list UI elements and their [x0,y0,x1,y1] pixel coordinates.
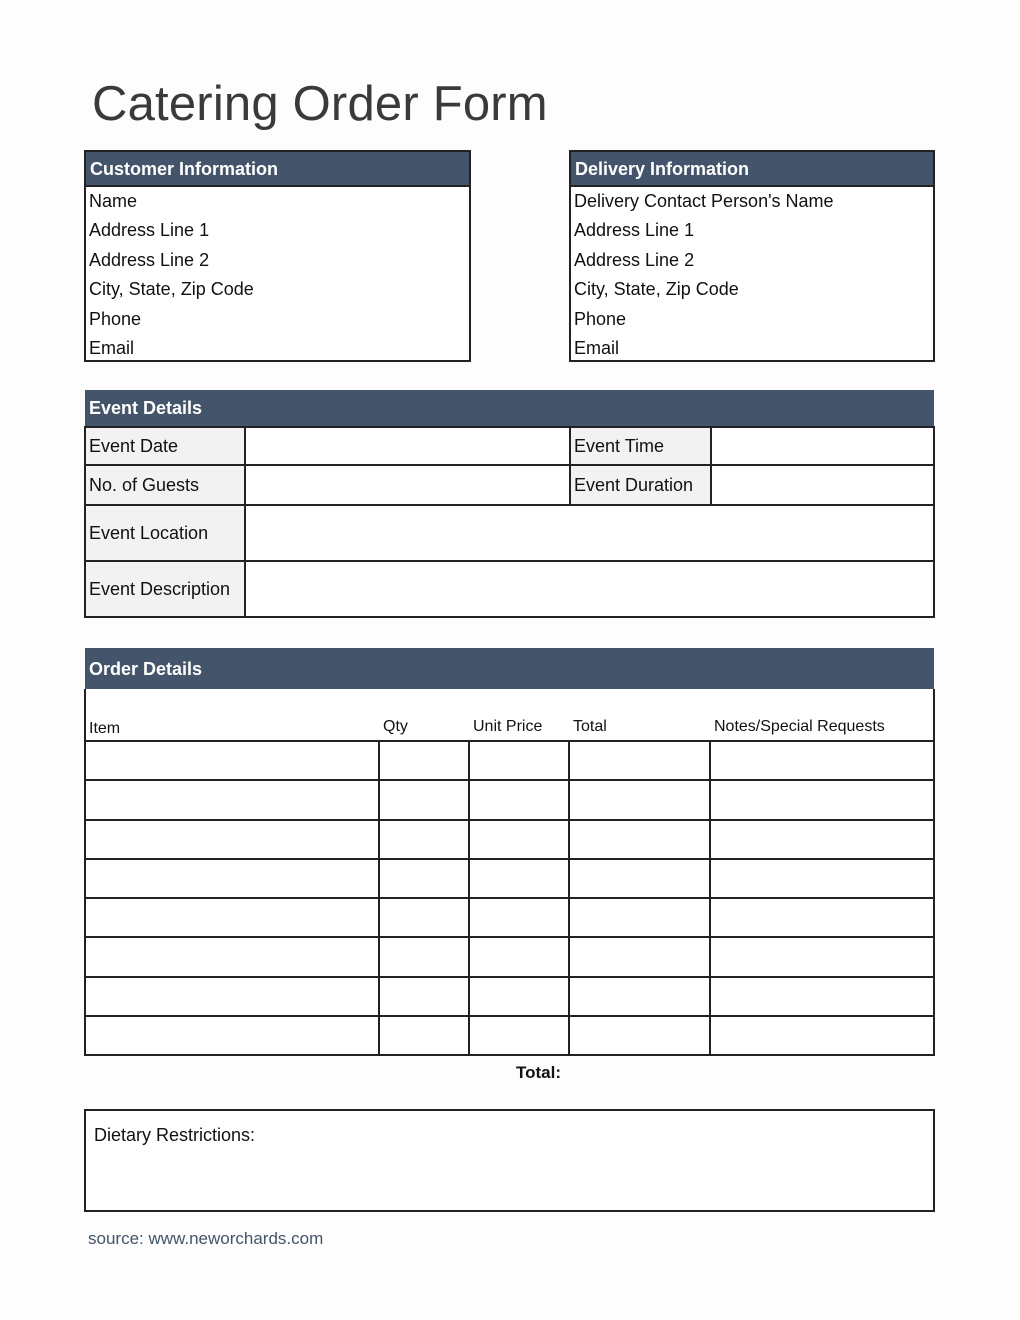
customer-field-name[interactable]: Name [89,191,138,211]
duration-input[interactable] [712,466,933,506]
order-cell-item[interactable] [86,978,380,1017]
order-cell-item[interactable] [86,938,380,977]
order-cell-item[interactable] [86,821,380,860]
order-cell-notes[interactable] [711,1017,933,1056]
order-cell-item[interactable] [86,860,380,899]
guests-input[interactable] [246,466,571,506]
delivery-field-email[interactable]: Email [574,337,620,358]
order-cell-notes[interactable] [711,821,933,860]
delivery-field-address2[interactable]: Address Line 2 [574,249,695,270]
order-cell-total[interactable] [570,899,711,938]
order-cell-total[interactable] [570,978,711,1017]
order-cell-item[interactable] [86,899,380,938]
customer-info-header [84,150,471,186]
order-total-label: Total: [516,1063,562,1082]
order-cell-notes[interactable] [711,781,933,820]
event-time-label: Event Time [571,428,712,466]
col-header-qty: Qty [383,718,408,735]
order-cell-qty[interactable] [380,781,470,820]
delivery-info-header [569,150,935,186]
col-header-unit-price: Unit Price [473,718,543,735]
order-cell-notes[interactable] [711,978,933,1017]
order-cell-qty[interactable] [380,938,470,977]
order-cell-total[interactable] [570,781,711,820]
customer-info-title: Customer Information [90,158,279,179]
description-label: Event Description [86,562,246,616]
delivery-info-title: Delivery Information [575,158,750,179]
customer-field-city-state-zip[interactable]: City, State, Zip Code [89,279,254,300]
order-cell-qty[interactable] [380,860,470,899]
order-cell-qty[interactable] [380,742,470,781]
order-cell-qty[interactable] [380,821,470,860]
order-cell-qty[interactable] [380,899,470,938]
delivery-field-contact-name[interactable]: Delivery Contact Person's Name [574,191,834,211]
order-cell-total[interactable] [570,938,711,977]
event-details-header [85,390,934,427]
order-cell-total[interactable] [570,821,711,860]
delivery-field-address1[interactable]: Address Line 1 [574,220,695,241]
order-cell-qty[interactable] [380,1017,470,1056]
order-cell-unit-price[interactable] [470,978,570,1017]
order-cell-unit-price[interactable] [470,821,570,860]
guests-label: No. of Guests [86,466,246,506]
order-cell-qty[interactable] [380,978,470,1017]
col-header-notes: Notes/Special Requests [714,718,885,735]
order-cell-item[interactable] [86,742,380,781]
page-title: Catering Order Form [92,77,548,131]
order-cell-notes[interactable] [711,938,933,977]
order-cell-item[interactable] [86,1017,380,1056]
event-time-input[interactable] [712,428,933,466]
order-cell-unit-price[interactable] [470,742,570,781]
event-details-table [84,426,935,618]
description-input[interactable] [246,562,933,616]
order-cell-notes[interactable] [711,860,933,899]
delivery-field-phone[interactable]: Phone [574,308,627,329]
order-cell-total[interactable] [570,1017,711,1056]
duration-label: Event Duration [571,466,712,506]
source-note: source: www.neworchards.com [88,1229,324,1248]
customer-field-address2[interactable]: Address Line 2 [89,249,210,270]
dietary-box[interactable] [84,1109,935,1212]
order-cell-unit-price[interactable] [470,781,570,820]
delivery-field-city-state-zip[interactable]: City, State, Zip Code [574,279,739,300]
order-cell-notes[interactable] [711,742,933,781]
dietary-label: Dietary Restrictions: [94,1125,256,1145]
order-cell-unit-price[interactable] [470,899,570,938]
order-cell-unit-price[interactable] [470,938,570,977]
customer-field-email[interactable]: Email [89,337,135,358]
order-details-title: Order Details [89,658,203,679]
customer-field-address1[interactable]: Address Line 1 [89,220,210,241]
order-rows [86,740,933,1056]
customer-field-phone[interactable]: Phone [89,308,142,329]
order-details-header [85,648,934,690]
order-cell-unit-price[interactable] [470,860,570,899]
order-cell-item[interactable] [86,781,380,820]
event-details-title: Event Details [89,398,203,418]
col-header-total: Total [573,718,607,735]
order-cell-total[interactable] [570,860,711,899]
order-table [84,689,935,1056]
order-cell-notes[interactable] [711,899,933,938]
delivery-info-box [569,185,935,362]
location-input[interactable] [246,506,933,562]
customer-info-box [84,185,471,362]
order-cell-unit-price[interactable] [470,1017,570,1056]
event-date-label: Event Date [86,428,246,466]
col-header-item: Item [89,720,121,737]
event-date-input[interactable] [246,428,571,466]
order-cell-total[interactable] [570,742,711,781]
location-label: Event Location [86,506,246,562]
